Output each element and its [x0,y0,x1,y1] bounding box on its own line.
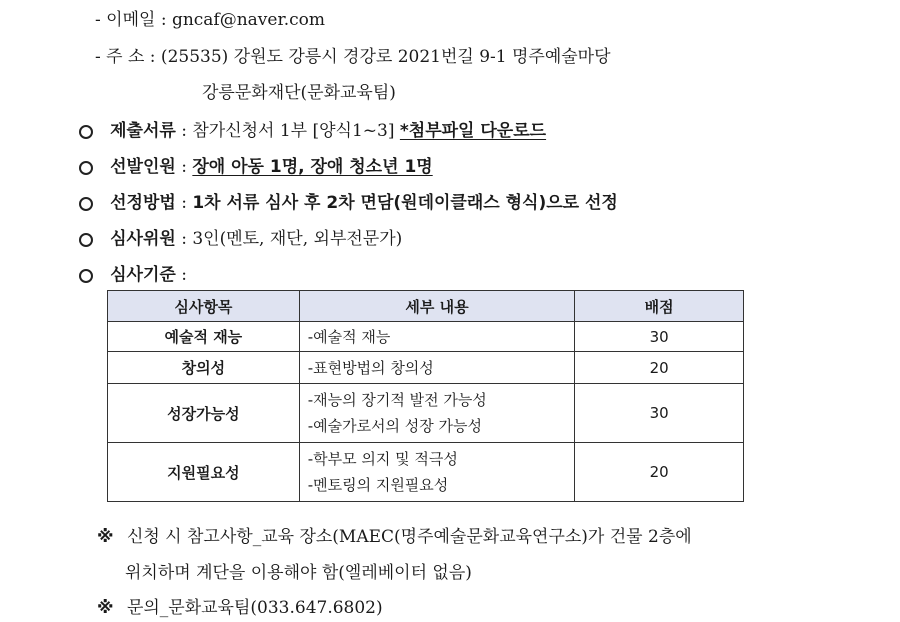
attachment-download-link[interactable]: *첨부파일 다운로드 [399,121,547,141]
section-selection-count [79,152,433,177]
criteria-table [107,290,744,502]
section-separator: : [175,265,187,285]
section-documents [79,116,546,141]
section-label: 선정방법 [110,193,176,213]
criteria-item: 창의성 [108,352,300,384]
detail-line: -예술적 재능 [307,327,391,346]
note-reference [97,522,692,547]
table-row [108,322,744,352]
section-value: 1차 서류 심사 후 2차 면담(원데이클래스 형식)으로 선정 [192,193,618,213]
table-row [108,352,744,384]
circle-bullet-icon [79,233,93,247]
section-label: 심사위원 [110,229,176,249]
detail-line: -재능의 장기적 발전 가능성 [307,391,487,409]
criteria-score: 20 [575,352,744,384]
email-line: - 이메일 : gncaf@naver.com [95,10,326,30]
reference-mark-icon: ※ [97,527,114,547]
circle-bullet-icon [79,197,93,211]
criteria-score: 20 [575,443,744,502]
header-score: 배점 [575,291,744,322]
note-reference-cont: 위치하며 계단을 이용해야 함(엘레베이터 없음) [125,563,472,583]
address-line: - 주 소 : (25535) 강원도 강릉시 경강로 2021번길 9-1 명주예술마당 [95,47,611,67]
section-criteria [79,260,187,285]
criteria-score: 30 [575,322,744,352]
reference-mark-icon: ※ [97,598,114,618]
criteria-detail [299,443,575,502]
criteria-detail [299,384,575,443]
header-detail: 세부 내용 [299,291,575,322]
criteria-item: 지원필요성 [108,443,300,502]
section-label: 심사기준 [110,265,176,285]
table-header-row [108,291,744,322]
table-row [108,443,744,502]
criteria-item: 성장가능성 [108,384,300,443]
header-item: 심사항목 [108,291,300,322]
detail-line: -예술가로서의 성장 가능성 [307,417,483,435]
section-label: 선발인원 [110,157,176,177]
detail-line: -멘토링의 지원필요성 [307,476,449,494]
section-separator: : [175,229,193,249]
criteria-detail [299,322,575,352]
note-contact [97,593,383,618]
section-value: 장애 아동 1명, 장애 청소년 1명 [192,157,433,177]
table-row [108,384,744,443]
section-value: 3인(멘토, 재단, 외부전문가) [192,229,403,249]
section-separator: : [175,121,193,141]
section-judges [79,224,402,249]
circle-bullet-icon [79,161,93,175]
note-text: 신청 시 참고사항_교육 장소(MAEC(명주예술문화교육연구소)가 건물 2층에 [126,527,692,547]
contact-text: 문의_문화교육팀(033.647.6802) [126,598,383,618]
criteria-score: 30 [575,384,744,443]
criteria-item: 예술적 재능 [108,322,300,352]
address-line-2: 강릉문화재단(문화교육팀) [202,83,396,103]
section-separator: : [175,157,193,177]
criteria-detail [299,352,575,384]
detail-line: -학부모 의지 및 적극성 [307,450,458,468]
circle-bullet-icon [79,125,93,139]
section-value: 참가신청서 1부 [양식1~3] [192,121,400,141]
section-separator: : [175,193,193,213]
detail-line: -표현방법의 창의성 [307,358,434,377]
section-selection-method [79,188,618,213]
section-label: 제출서류 [110,121,176,141]
circle-bullet-icon [79,269,93,283]
